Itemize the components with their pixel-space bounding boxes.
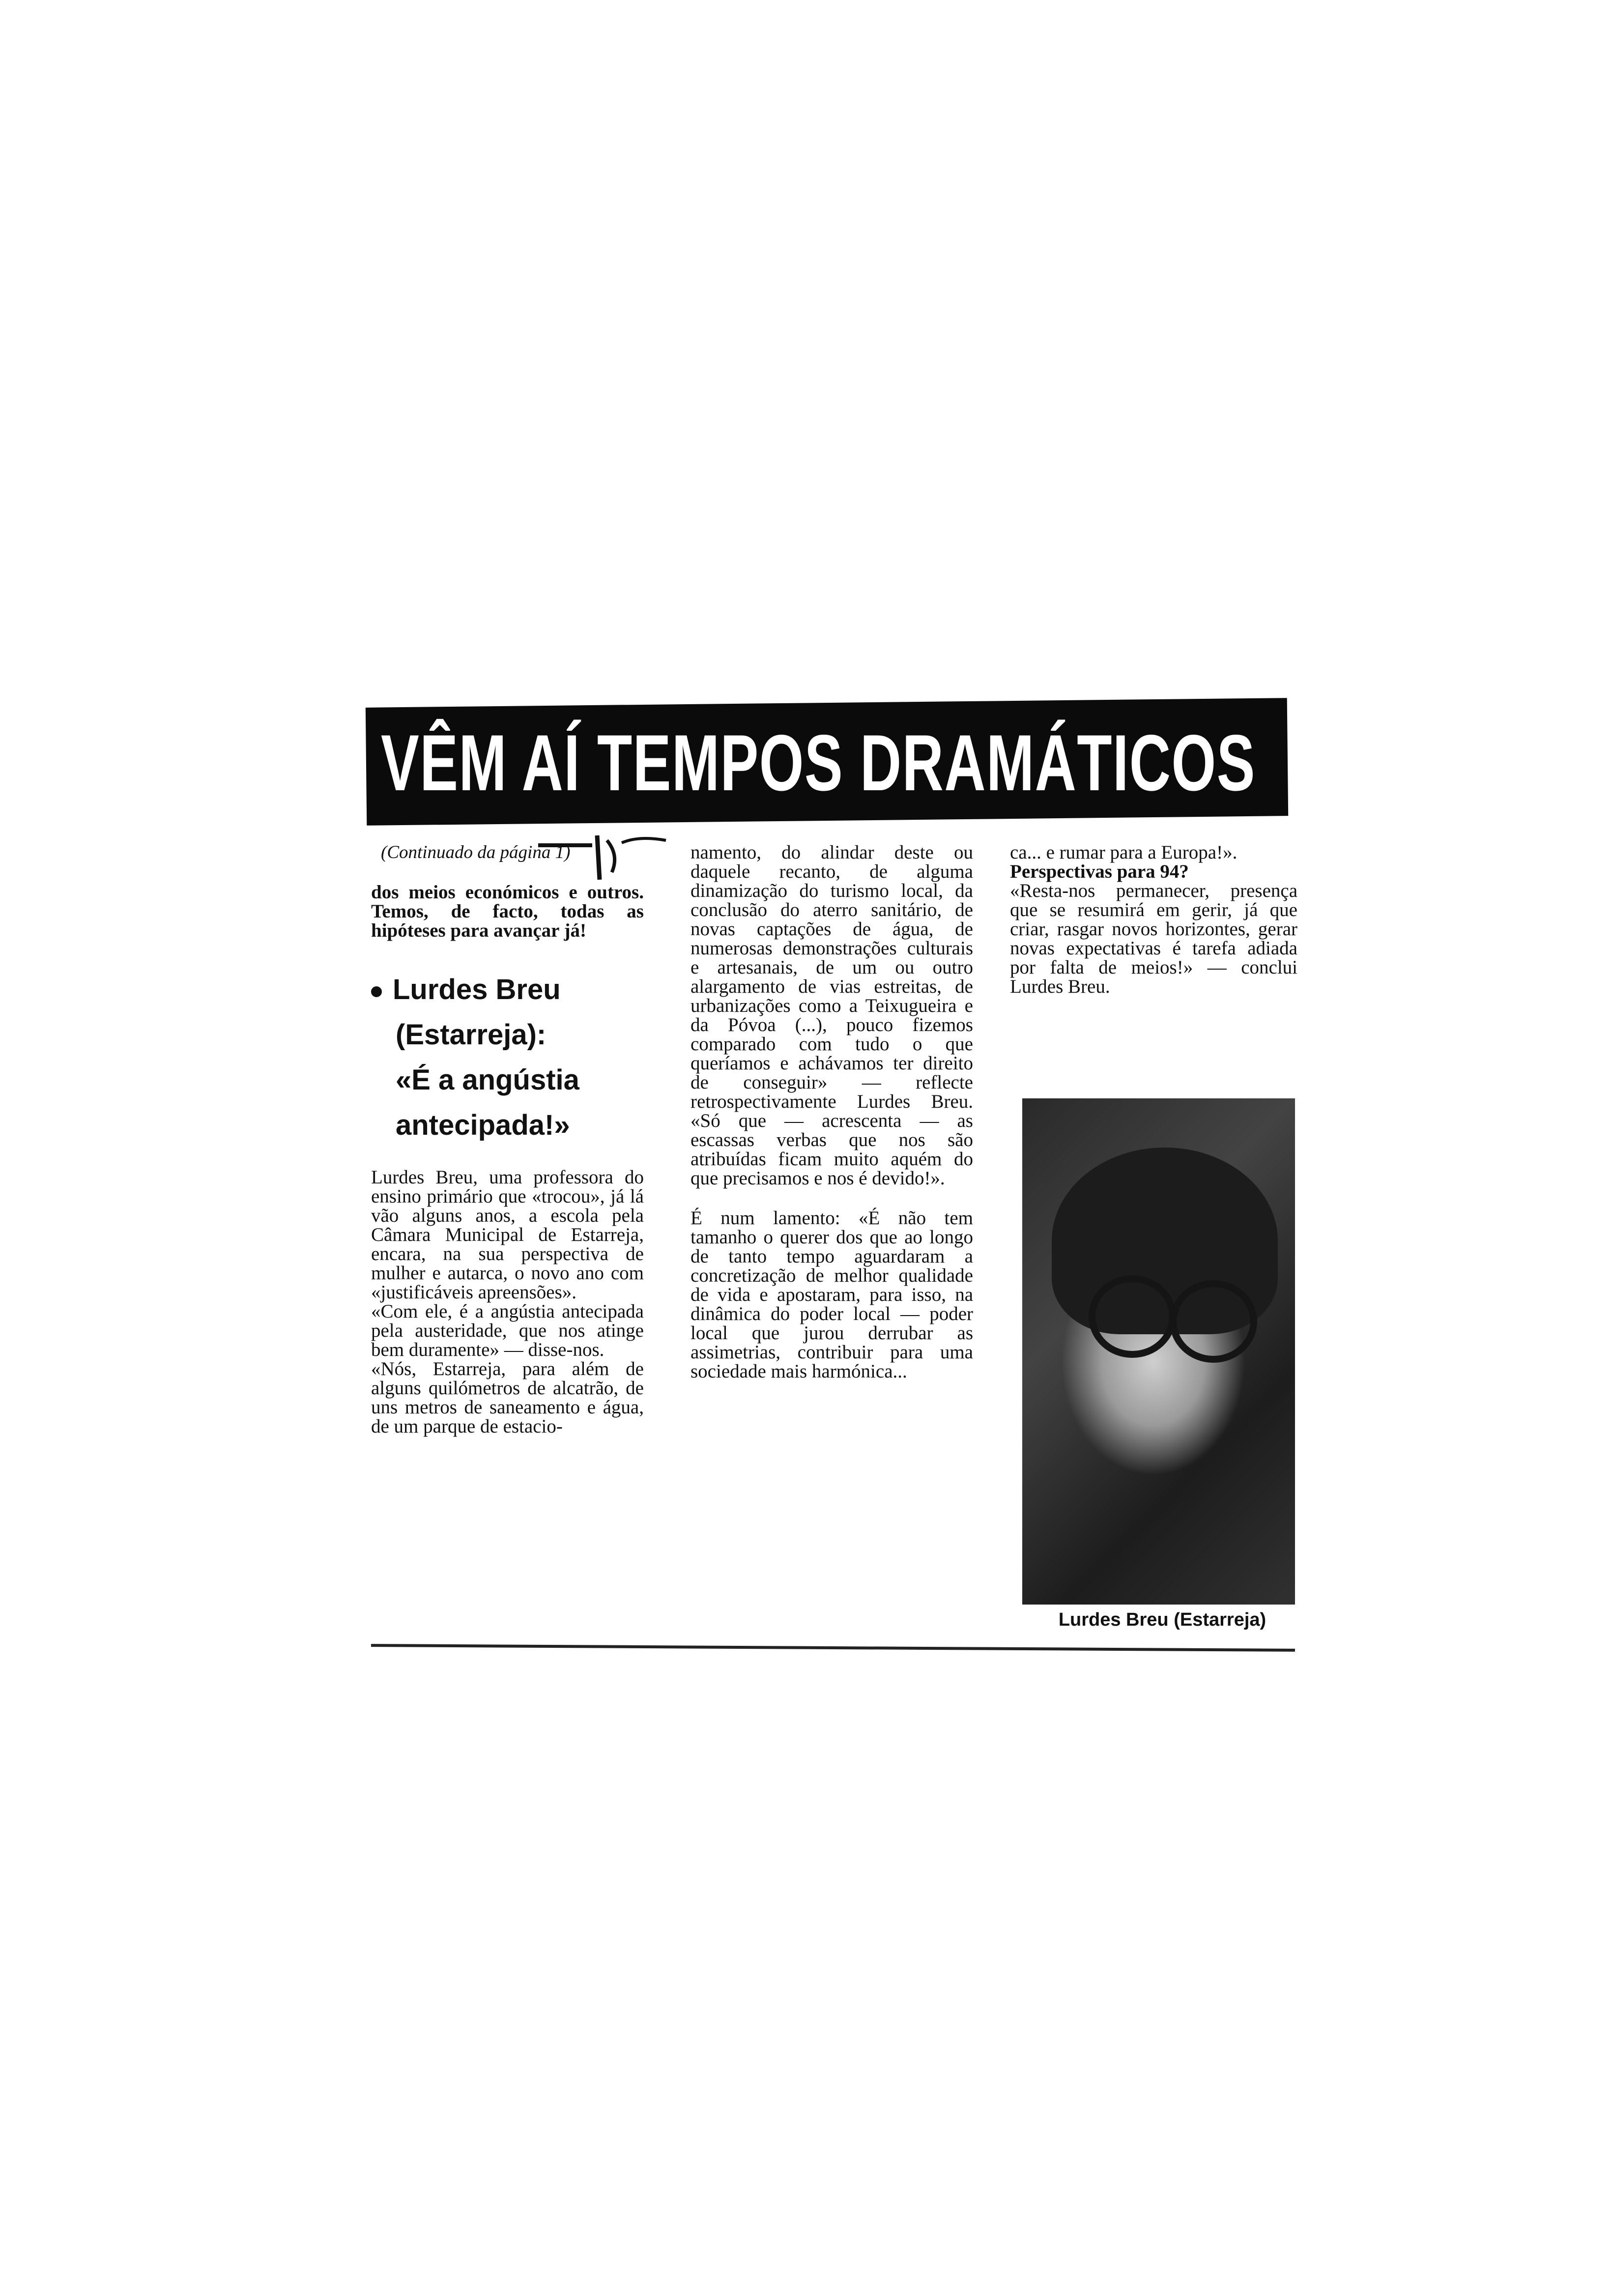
continuation-note: (Continuado da página 1) (381, 842, 571, 862)
glasses-left-lens (1089, 1275, 1176, 1358)
subhead-name: Lurdes Breu (393, 974, 561, 1005)
paragraph: namento, do alindar deste ou daquele recanto, de alguma dinamização do turismo local, da conclusão do aterro sanitário, de novas captações de água, de numerosas demonstrações culturais e artesanais, de um ou outro alargamento de vias estreitas, de urbanizações como a Teixugueira e da Póvoa (...), pouco fizemos comparado com tudo o que queríamos e achávamos ter direito de conseguir» — reflecte retrospectivamente Lurdes Breu. «Só que — acrescenta — as escassas verbas que nos são atribuídas ficam muito aquém do que precisamos e nos é devido!». (691, 842, 973, 1189)
subhead-line (371, 967, 644, 1012)
paragraph: É num lamento: «É não tem tamanho o querer dos que ao longo de tanto tempo aguardaram a concretização de melhor qualidade de vida e apostaram, para isso, na dinâmica do poder local — poder local que jurou derrubar as assimetrias, contribuir para uma sociedade mais harmónica... (691, 1207, 973, 1382)
question-line: Perspectivas para 94? (1010, 861, 1189, 882)
column-1 (371, 843, 644, 1436)
bullet-icon (371, 986, 382, 997)
bottom-rule (371, 1644, 1295, 1652)
headline: VÊM AÍ TEMPOS DRAMÁTICOS (381, 718, 1256, 807)
column-2 (691, 843, 973, 1381)
portrait-photo (1022, 1098, 1295, 1605)
subhead (371, 967, 644, 1148)
paragraph: ca... e rumar para a Europa!». (1010, 842, 1238, 863)
paragraph: «Nós, Estarreja, para além de alguns quilómetros de alcatrão, de uns metros de saneamento e água, de um parque de estacio- (371, 1358, 644, 1437)
photo-caption: Lurdes Breu (Estarreja) (1058, 1609, 1267, 1630)
subhead-line: «É a angústia (396, 1064, 579, 1096)
intro-paragraph: dos meios económicos e outros. Temos, de facto, todas as hipóteses para avançar já! (371, 882, 644, 941)
subhead-line: (Estarreja): (396, 1019, 547, 1051)
subhead-line: antecipada!» (396, 1109, 570, 1141)
paragraph: «Resta-nos permanecer, presença que se resumirá em gerir, já que criar, rasgar novos horizontes, gerar novas expectativas é tarefa adiada por falta de meios!» — conclui Lurdes Breu. (1010, 880, 1297, 997)
column-3 (1010, 843, 1297, 996)
paragraph: Lurdes Breu, uma professora do ensino primário que «trocou», já lá vão alguns anos, a escola pela Câmara Municipal de Estarreja, encara, na sua perspectiva de mulher e autarca, o novo ano com «justificáveis apreensões». (371, 1167, 644, 1303)
glasses-right-lens (1170, 1280, 1257, 1363)
paragraph: «Com ele, é a angústia antecipada pela austeridade, que nos atinge bem duramente» — disse-nos. (371, 1301, 644, 1360)
